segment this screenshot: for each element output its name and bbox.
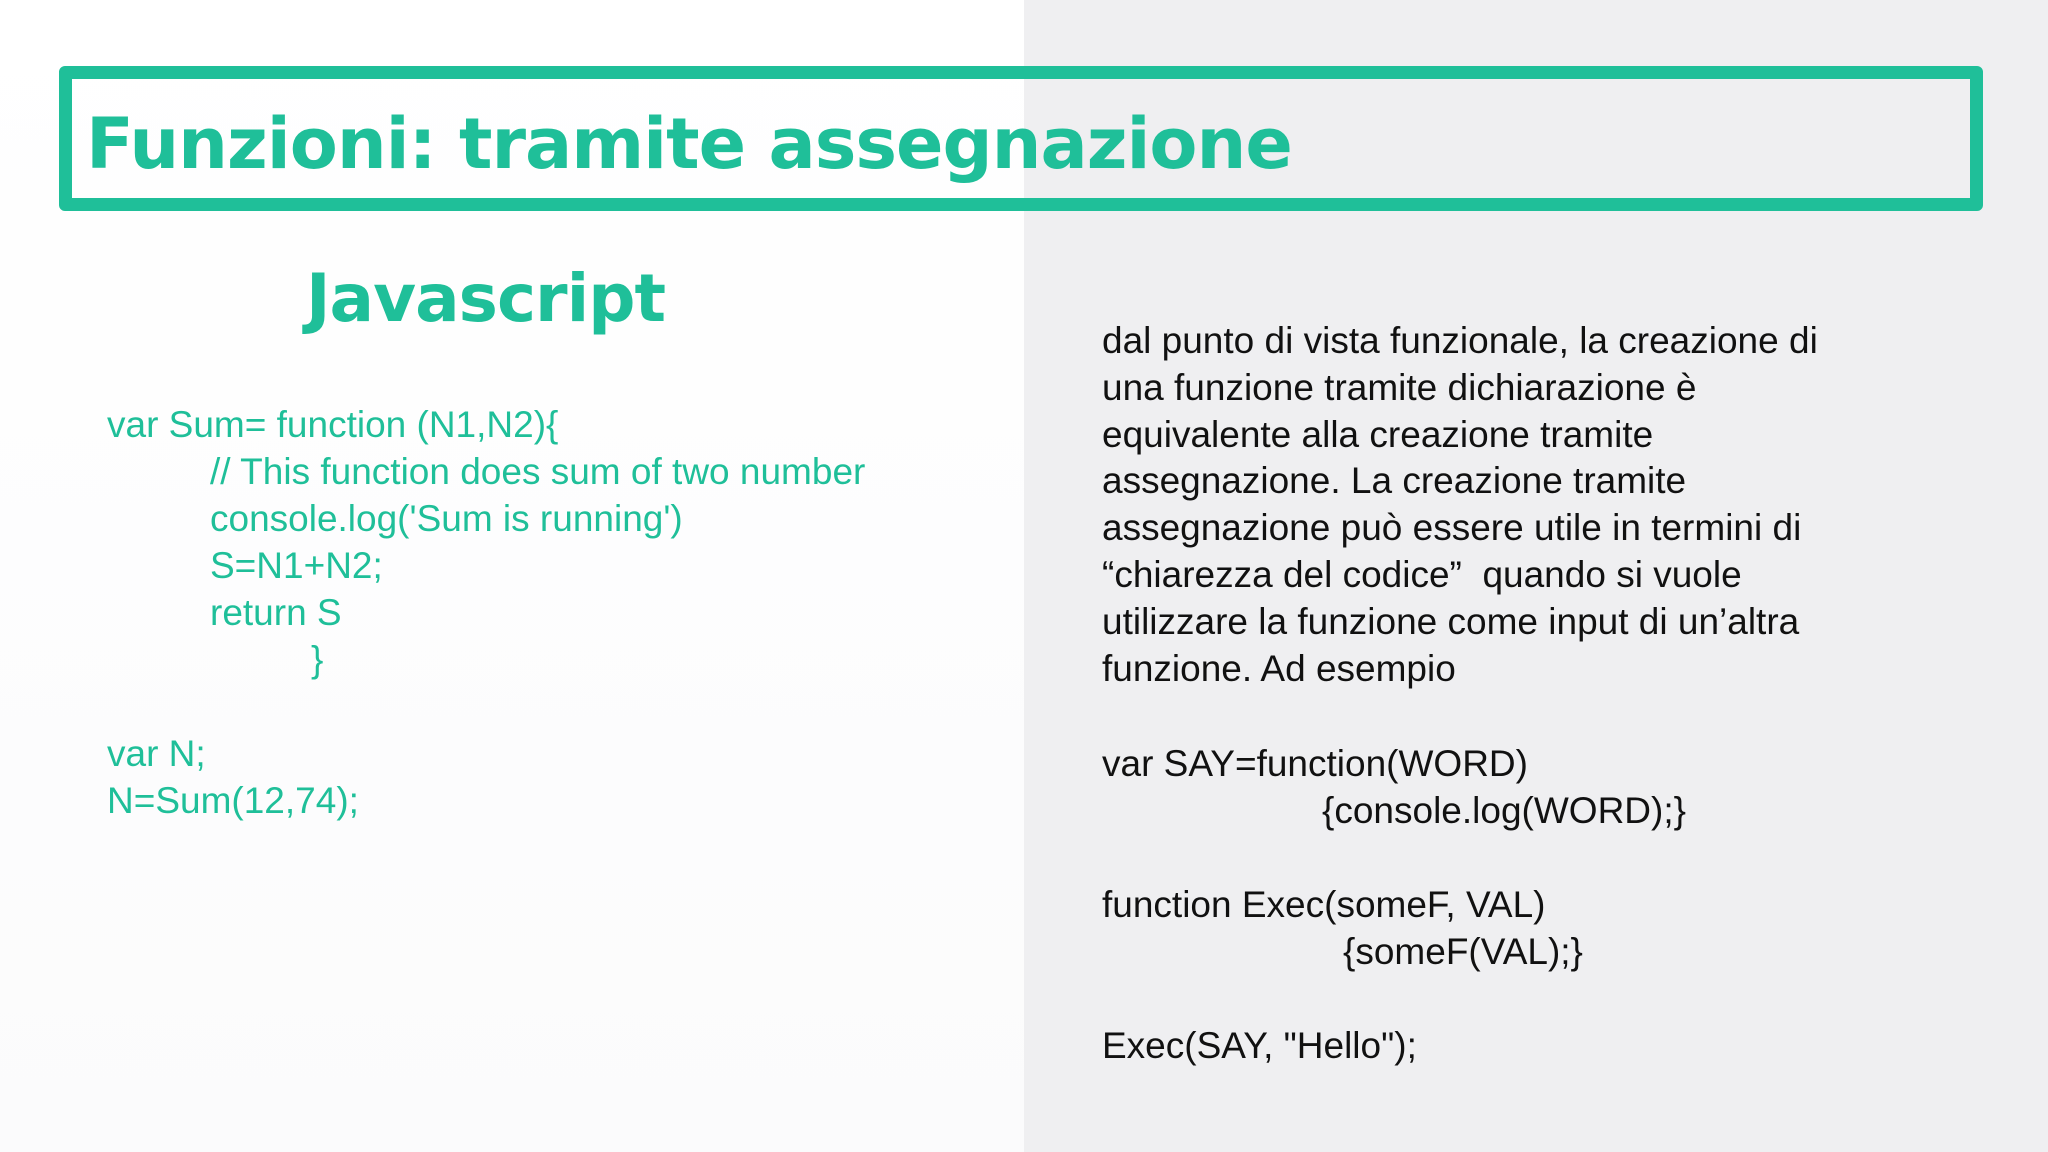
code-line: function Exec(someF, VAL) (1102, 884, 1546, 925)
code-line: S=N1+N2; (210, 545, 383, 586)
code-blank-line (107, 683, 865, 730)
paragraph-line: assegnazione. La creazione tramite (1102, 460, 1687, 502)
explanation-paragraph (1102, 318, 1962, 692)
paragraph-line: assegnazione può essere utile in termini di (1102, 507, 1802, 549)
paragraph-line: utilizzare la funzione come input di un’altra (1102, 600, 1800, 642)
code-blank-line (1102, 975, 1686, 1022)
code-blank-line (1102, 834, 1686, 881)
paragraph-line: “chiarezza del codice” quando si vuole (1102, 553, 1742, 595)
code-line: N=Sum(12,74); (107, 780, 359, 821)
code-line: Exec(SAY, "Hello"); (1102, 1025, 1417, 1066)
example-code-block (1102, 740, 1686, 1069)
code-line: var N; (107, 733, 206, 774)
code-comment-line: // This function does sum of two number (210, 451, 866, 492)
slide-title: Funzioni: tramite assegnazione (86, 103, 1292, 185)
paragraph-line: una funzione tramite dichiarazione è (1102, 366, 1697, 408)
code-line: var SAY=function(WORD) (1102, 743, 1528, 784)
code-line: return S (210, 592, 342, 633)
code-line: console.log('Sum is running') (210, 498, 683, 539)
code-line: } (311, 639, 324, 680)
paragraph-line: funzione. Ad esempio (1102, 647, 1456, 689)
paragraph-line: dal punto di vista funzionale, la creazione di (1102, 320, 1818, 361)
paragraph-line: equivalente alla creazione tramite (1102, 413, 1654, 455)
code-line: {someF(VAL);} (1343, 931, 1583, 972)
language-heading: Javascript (306, 260, 666, 337)
javascript-code-block (107, 401, 865, 824)
code-line: var Sum= function (N1,N2){ (107, 404, 559, 445)
code-line: {console.log(WORD);} (1322, 790, 1686, 831)
